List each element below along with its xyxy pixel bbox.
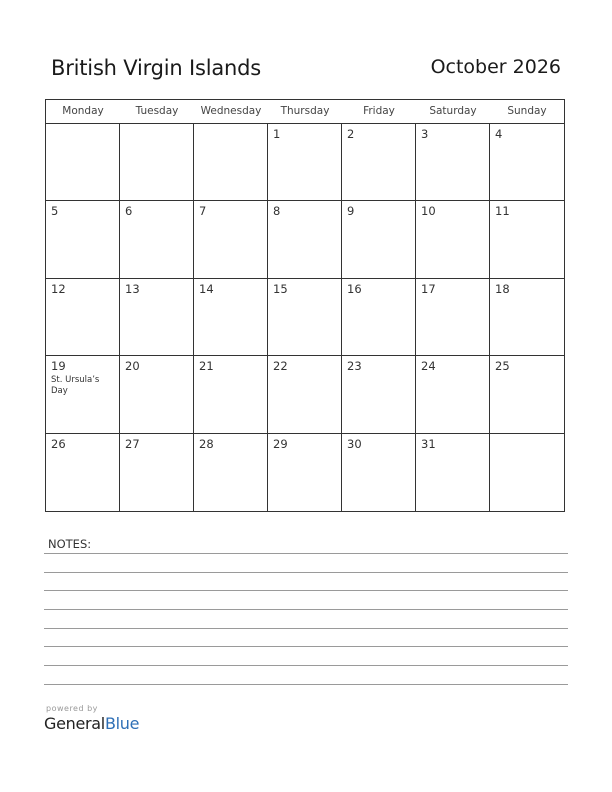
day-number: 30 (347, 436, 362, 451)
day-cell (194, 279, 268, 356)
day-cell (46, 201, 120, 278)
day-cell (268, 279, 342, 356)
day-number: 31 (421, 436, 436, 451)
day-cell (120, 201, 194, 278)
day-number: 11 (495, 204, 510, 219)
weekday-friday: Friday (363, 105, 395, 117)
note-line (44, 684, 568, 685)
day-number: 6 (125, 204, 133, 219)
note-line (44, 590, 568, 591)
day-number: 5 (51, 204, 59, 219)
day-number: 1 (273, 127, 281, 141)
weekday-tuesday: Tuesday (135, 105, 179, 117)
notes-label: NOTES: (48, 537, 92, 551)
day-cell (194, 434, 268, 511)
day-cell (194, 356, 268, 433)
day-cell (416, 279, 490, 356)
day-number: 17 (421, 281, 436, 296)
note-line (44, 609, 568, 610)
brand-name (44, 714, 139, 733)
note-line (44, 665, 568, 666)
day-cell (268, 356, 342, 433)
month-year-title: October 2026 (430, 56, 561, 78)
day-number: 15 (273, 281, 288, 296)
weekday-sunday: Sunday (507, 105, 547, 117)
day-number: 7 (199, 204, 207, 219)
day-number: 25 (495, 359, 510, 374)
powered-by-text: powered by (46, 704, 98, 713)
holiday-label: St. Ursula’s Day (51, 375, 100, 397)
weekday-wednesday: Wednesday (200, 105, 262, 117)
day-cell (416, 356, 490, 433)
day-cell (342, 434, 416, 511)
day-cell (120, 279, 194, 356)
day-number: 21 (199, 359, 214, 374)
day-cell (342, 279, 416, 356)
day-number: 26 (51, 436, 66, 451)
day-cell (194, 124, 268, 201)
note-line (44, 628, 568, 629)
day-cell (490, 279, 564, 356)
day-cell (416, 124, 490, 201)
weekday-header-row (46, 100, 564, 124)
day-cell (490, 124, 564, 201)
calendar-days (46, 124, 564, 511)
brand-name-blue: Blue (104, 714, 140, 733)
day-number: 18 (495, 281, 510, 296)
day-cell (120, 434, 194, 511)
day-cell (268, 201, 342, 278)
note-line (44, 646, 568, 647)
day-number: 22 (273, 359, 288, 374)
weekday-monday: Monday (62, 105, 104, 117)
brand-logo (44, 704, 139, 733)
day-number: 3 (421, 127, 429, 141)
day-number: 14 (199, 281, 214, 296)
day-number: 19 (51, 359, 66, 374)
day-number: 24 (421, 359, 436, 374)
country-title: British Virgin Islands (51, 56, 262, 80)
day-number: 23 (347, 359, 362, 374)
day-number: 13 (125, 281, 140, 296)
day-number: 29 (273, 436, 288, 451)
day-number: 8 (273, 204, 281, 219)
day-cell (490, 434, 564, 511)
day-number: 9 (347, 204, 355, 219)
day-number: 12 (51, 281, 66, 296)
day-cell (416, 434, 490, 511)
day-cell (120, 124, 194, 201)
weekday-saturday: Saturday (429, 105, 477, 117)
day-cell (194, 201, 268, 278)
day-cell (342, 124, 416, 201)
day-number: 2 (347, 127, 355, 141)
brand-name-general: General (44, 714, 105, 733)
day-number: 27 (125, 436, 140, 451)
calendar-header (51, 54, 561, 84)
day-number: 4 (495, 127, 503, 141)
day-cell (342, 356, 416, 433)
day-cell (342, 201, 416, 278)
day-cell (46, 356, 120, 433)
day-cell (46, 124, 120, 201)
day-cell (46, 434, 120, 511)
weekday-thursday: Thursday (280, 105, 330, 117)
day-cell (268, 434, 342, 511)
day-cell (120, 356, 194, 433)
note-line (44, 553, 568, 554)
day-cell (490, 201, 564, 278)
note-line (44, 572, 568, 573)
month-calendar-grid (45, 99, 565, 512)
day-cell (416, 201, 490, 278)
day-number: 20 (125, 359, 140, 374)
day-number: 28 (199, 436, 214, 451)
day-number: 10 (421, 204, 436, 219)
day-cell (268, 124, 342, 201)
day-number: 16 (347, 281, 362, 296)
day-cell (46, 279, 120, 356)
day-cell (490, 356, 564, 433)
